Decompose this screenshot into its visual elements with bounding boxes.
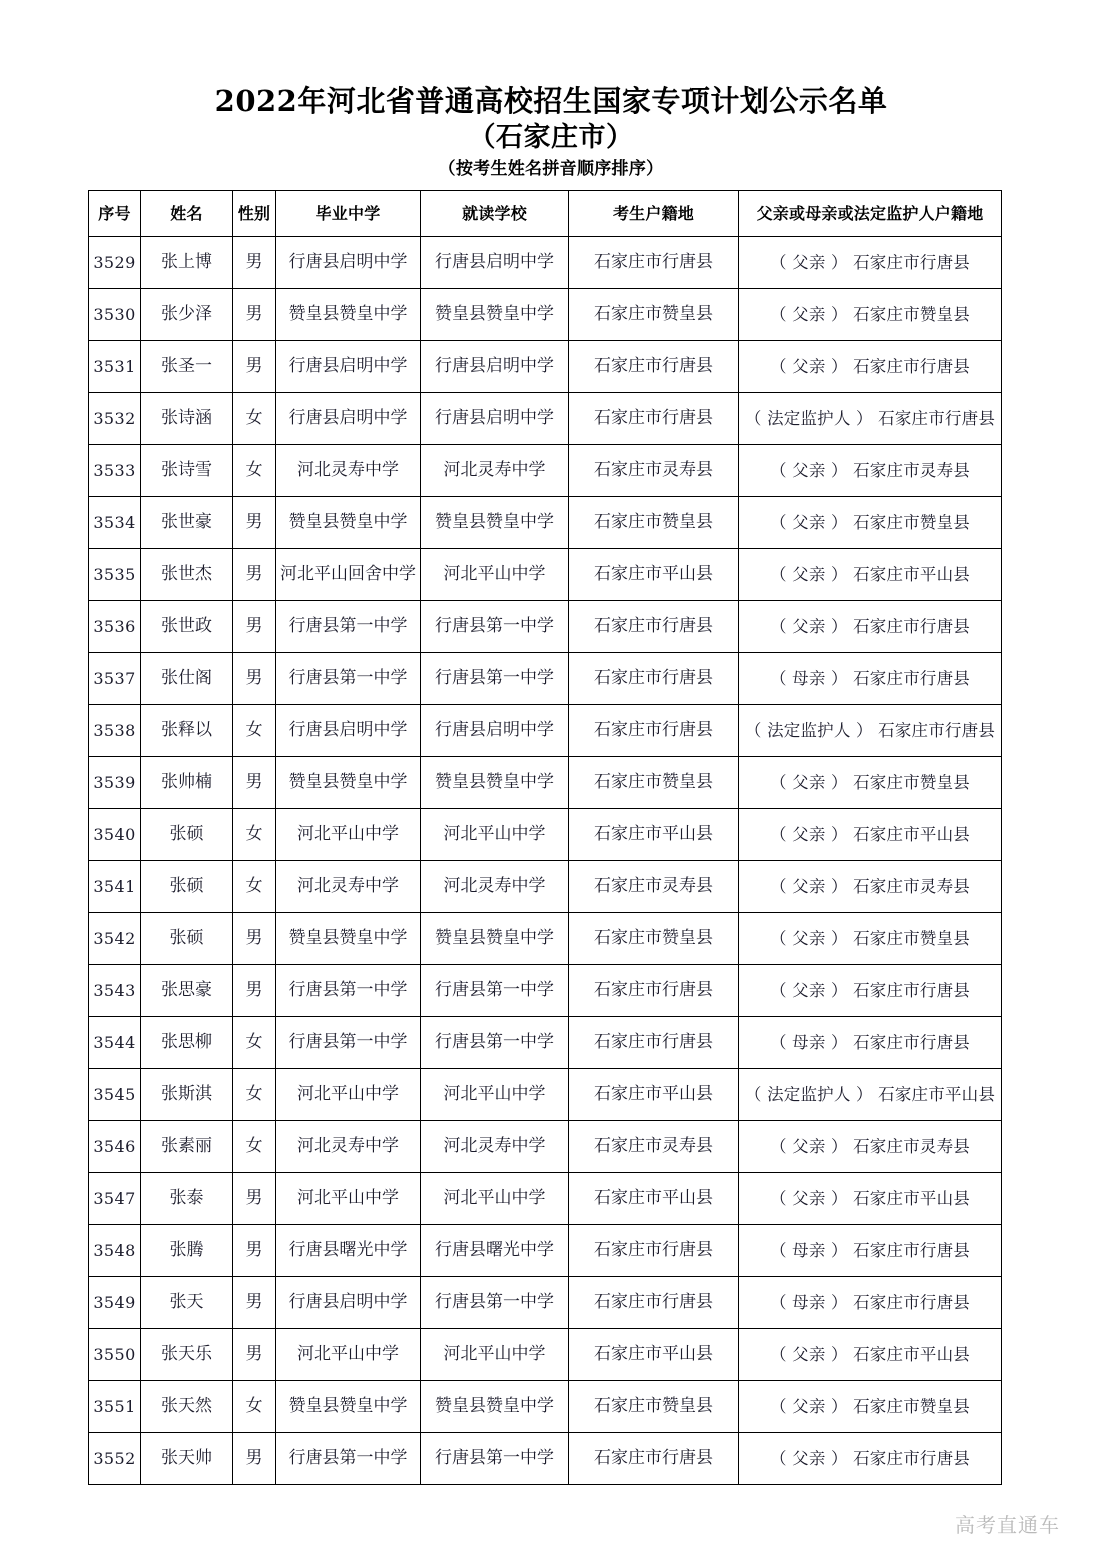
cell-candidate-domicile: 石家庄市灵寿县 [569, 445, 739, 497]
cell-guardian-domicile: （ 父亲 ） 石家庄市行唐县 [739, 341, 1002, 393]
cell-seq: 3546 [89, 1121, 141, 1173]
cell-guardian-domicile: （ 父亲 ） 石家庄市行唐县 [739, 601, 1002, 653]
page-title: 2022年河北省普通高校招生国家专项计划公示名单 [214, 84, 888, 118]
cell-attending-school: 行唐县启明中学 [421, 237, 569, 289]
cell-graduated-school: 赞皇县赞皇中学 [276, 1381, 421, 1433]
cell-graduated-school: 行唐县启明中学 [276, 705, 421, 757]
cell-guardian-domicile: （ 父亲 ） 石家庄市赞皇县 [739, 497, 1002, 549]
cell-guardian-domicile: （ 父亲 ） 石家庄市赞皇县 [739, 913, 1002, 965]
page-subtitle: （按考生姓名拼音顺序排序） [438, 159, 664, 179]
cell-gender: 男 [233, 965, 276, 1017]
cell-attending-school: 河北灵寿中学 [421, 861, 569, 913]
cell-graduated-school: 河北平山中学 [276, 1069, 421, 1121]
cell-guardian-domicile: （ 父亲 ） 石家庄市灵寿县 [739, 861, 1002, 913]
cell-attending-school: 河北平山中学 [421, 1069, 569, 1121]
table-row [89, 497, 1002, 549]
cell-candidate-domicile: 石家庄市平山县 [569, 1329, 739, 1381]
cell-candidate-domicile: 石家庄市行唐县 [569, 393, 739, 445]
cell-candidate-domicile: 石家庄市行唐县 [569, 237, 739, 289]
cell-gender: 女 [233, 1069, 276, 1121]
cell-seq: 3544 [89, 1017, 141, 1069]
cell-gender: 男 [233, 1277, 276, 1329]
cell-attending-school: 赞皇县赞皇中学 [421, 913, 569, 965]
cell-attending-school: 赞皇县赞皇中学 [421, 1381, 569, 1433]
cell-guardian-domicile: （ 母亲 ） 石家庄市行唐县 [739, 653, 1002, 705]
table-row [89, 809, 1002, 861]
cell-seq: 3542 [89, 913, 141, 965]
cell-graduated-school: 行唐县第一中学 [276, 653, 421, 705]
cell-name: 张思柳 [141, 1017, 233, 1069]
cell-seq: 3551 [89, 1381, 141, 1433]
cell-candidate-domicile: 石家庄市灵寿县 [569, 861, 739, 913]
cell-name: 张天乐 [141, 1329, 233, 1381]
cell-gender: 男 [233, 497, 276, 549]
cell-guardian-domicile: （ 父亲 ） 石家庄市赞皇县 [739, 757, 1002, 809]
cell-candidate-domicile: 石家庄市灵寿县 [569, 1121, 739, 1173]
cell-gender: 男 [233, 237, 276, 289]
table-row [89, 1017, 1002, 1069]
cell-gender: 男 [233, 341, 276, 393]
cell-name: 张天然 [141, 1381, 233, 1433]
table-row [89, 1433, 1002, 1485]
cell-graduated-school: 行唐县第一中学 [276, 1017, 421, 1069]
cell-name: 张仕阁 [141, 653, 233, 705]
cell-seq: 3545 [89, 1069, 141, 1121]
cell-candidate-domicile: 石家庄市赞皇县 [569, 913, 739, 965]
cell-attending-school: 行唐县第一中学 [421, 1277, 569, 1329]
cell-guardian-domicile: （ 父亲 ） 石家庄市灵寿县 [739, 1121, 1002, 1173]
title-block [0, 82, 1102, 182]
cell-graduated-school: 河北平山中学 [276, 1329, 421, 1381]
table-row [89, 653, 1002, 705]
cell-gender: 女 [233, 1121, 276, 1173]
cell-attending-school: 赞皇县赞皇中学 [421, 757, 569, 809]
cell-candidate-domicile: 石家庄市平山县 [569, 1173, 739, 1225]
cell-gender: 男 [233, 289, 276, 341]
cell-graduated-school: 赞皇县赞皇中学 [276, 497, 421, 549]
cell-attending-school: 赞皇县赞皇中学 [421, 497, 569, 549]
cell-seq: 3536 [89, 601, 141, 653]
cell-name: 张泰 [141, 1173, 233, 1225]
cell-seq: 3540 [89, 809, 141, 861]
cell-guardian-domicile: （ 法定监护人 ） 石家庄市行唐县 [739, 393, 1002, 445]
table-header-row [89, 191, 1002, 237]
cell-name: 张上博 [141, 237, 233, 289]
table-row [89, 289, 1002, 341]
cell-candidate-domicile: 石家庄市赞皇县 [569, 289, 739, 341]
cell-guardian-domicile: （ 父亲 ） 石家庄市灵寿县 [739, 445, 1002, 497]
column-header-candidate-domicile: 考生户籍地 [569, 191, 739, 237]
cell-gender: 男 [233, 757, 276, 809]
cell-attending-school: 行唐县启明中学 [421, 705, 569, 757]
cell-seq: 3539 [89, 757, 141, 809]
cell-graduated-school: 河北平山中学 [276, 809, 421, 861]
cell-attending-school: 赞皇县赞皇中学 [421, 289, 569, 341]
cell-name: 张天 [141, 1277, 233, 1329]
table-row [89, 861, 1002, 913]
watermark: 高考直通车 [955, 1513, 1060, 1537]
cell-candidate-domicile: 石家庄市行唐县 [569, 341, 739, 393]
cell-gender: 女 [233, 705, 276, 757]
cell-name: 张硕 [141, 913, 233, 965]
table-row [89, 393, 1002, 445]
cell-graduated-school: 行唐县启明中学 [276, 1277, 421, 1329]
cell-name: 张天帅 [141, 1433, 233, 1485]
cell-graduated-school: 赞皇县赞皇中学 [276, 289, 421, 341]
cell-name: 张世政 [141, 601, 233, 653]
cell-attending-school: 河北平山中学 [421, 549, 569, 601]
cell-candidate-domicile: 石家庄市行唐县 [569, 1277, 739, 1329]
cell-name: 张硕 [141, 809, 233, 861]
column-header-graduated-school: 毕业中学 [276, 191, 421, 237]
table-row [89, 1277, 1002, 1329]
cell-candidate-domicile: 石家庄市平山县 [569, 809, 739, 861]
cell-guardian-domicile: （ 父亲 ） 石家庄市行唐县 [739, 1433, 1002, 1485]
cell-seq: 3535 [89, 549, 141, 601]
column-header-gender: 性别 [233, 191, 276, 237]
cell-seq: 3531 [89, 341, 141, 393]
cell-gender: 男 [233, 1433, 276, 1485]
table-row [89, 601, 1002, 653]
cell-gender: 男 [233, 913, 276, 965]
table-row [89, 237, 1002, 289]
cell-seq: 3529 [89, 237, 141, 289]
table-row [89, 1225, 1002, 1277]
cell-gender: 女 [233, 445, 276, 497]
page-title-city: （石家庄市） [468, 122, 634, 153]
cell-name: 张素丽 [141, 1121, 233, 1173]
cell-graduated-school: 河北灵寿中学 [276, 1121, 421, 1173]
cell-guardian-domicile: （ 父亲 ） 石家庄市赞皇县 [739, 289, 1002, 341]
cell-attending-school: 河北灵寿中学 [421, 1121, 569, 1173]
cell-seq: 3541 [89, 861, 141, 913]
cell-attending-school: 行唐县第一中学 [421, 965, 569, 1017]
cell-guardian-domicile: （ 法定监护人 ） 石家庄市行唐县 [739, 705, 1002, 757]
cell-attending-school: 河北平山中学 [421, 809, 569, 861]
table-row [89, 549, 1002, 601]
cell-gender: 男 [233, 1329, 276, 1381]
cell-name: 张斯淇 [141, 1069, 233, 1121]
table-row [89, 445, 1002, 497]
cell-name: 张少泽 [141, 289, 233, 341]
cell-guardian-domicile: （ 父亲 ） 石家庄市平山县 [739, 549, 1002, 601]
cell-seq: 3547 [89, 1173, 141, 1225]
cell-candidate-domicile: 石家庄市行唐县 [569, 1433, 739, 1485]
cell-gender: 男 [233, 1173, 276, 1225]
cell-candidate-domicile: 石家庄市行唐县 [569, 1017, 739, 1069]
cell-graduated-school: 赞皇县赞皇中学 [276, 913, 421, 965]
cell-guardian-domicile: （ 父亲 ） 石家庄市行唐县 [739, 965, 1002, 1017]
cell-gender: 女 [233, 393, 276, 445]
cell-attending-school: 行唐县第一中学 [421, 601, 569, 653]
cell-gender: 女 [233, 861, 276, 913]
table-row [89, 913, 1002, 965]
cell-seq: 3537 [89, 653, 141, 705]
cell-graduated-school: 行唐县启明中学 [276, 341, 421, 393]
cell-attending-school: 行唐县第一中学 [421, 1017, 569, 1069]
cell-graduated-school: 河北灵寿中学 [276, 445, 421, 497]
cell-name: 张思豪 [141, 965, 233, 1017]
column-header-name: 姓名 [141, 191, 233, 237]
cell-seq: 3552 [89, 1433, 141, 1485]
table-row [89, 341, 1002, 393]
cell-candidate-domicile: 石家庄市平山县 [569, 549, 739, 601]
cell-guardian-domicile: （ 父亲 ） 石家庄市行唐县 [739, 237, 1002, 289]
table-row [89, 1329, 1002, 1381]
cell-gender: 男 [233, 653, 276, 705]
table-row [89, 1121, 1002, 1173]
column-header-seq: 序号 [89, 191, 141, 237]
cell-attending-school: 河北平山中学 [421, 1329, 569, 1381]
cell-graduated-school: 河北平山中学 [276, 1173, 421, 1225]
cell-seq: 3538 [89, 705, 141, 757]
cell-attending-school: 行唐县启明中学 [421, 393, 569, 445]
table-row [89, 1069, 1002, 1121]
cell-name: 张圣一 [141, 341, 233, 393]
cell-seq: 3533 [89, 445, 141, 497]
cell-candidate-domicile: 石家庄市行唐县 [569, 1225, 739, 1277]
cell-guardian-domicile: （ 父亲 ） 石家庄市平山县 [739, 1173, 1002, 1225]
table-row [89, 965, 1002, 1017]
cell-name: 张世杰 [141, 549, 233, 601]
cell-graduated-school: 行唐县第一中学 [276, 965, 421, 1017]
cell-name: 张帅楠 [141, 757, 233, 809]
cell-graduated-school: 行唐县第一中学 [276, 601, 421, 653]
cell-guardian-domicile: （ 母亲 ） 石家庄市行唐县 [739, 1017, 1002, 1069]
cell-seq: 3543 [89, 965, 141, 1017]
cell-candidate-domicile: 石家庄市赞皇县 [569, 757, 739, 809]
cell-seq: 3534 [89, 497, 141, 549]
table-header [89, 191, 1002, 237]
cell-seq: 3549 [89, 1277, 141, 1329]
column-header-guardian-domicile: 父亲或母亲或法定监护人户籍地 [739, 191, 1002, 237]
roster-table [88, 190, 1002, 1485]
table-row [89, 757, 1002, 809]
table-row [89, 1381, 1002, 1433]
cell-graduated-school: 赞皇县赞皇中学 [276, 757, 421, 809]
cell-attending-school: 河北灵寿中学 [421, 445, 569, 497]
cell-graduated-school: 行唐县启明中学 [276, 393, 421, 445]
cell-candidate-domicile: 石家庄市行唐县 [569, 705, 739, 757]
column-header-attending-school: 就读学校 [421, 191, 569, 237]
cell-graduated-school: 行唐县第一中学 [276, 1433, 421, 1485]
cell-candidate-domicile: 石家庄市赞皇县 [569, 497, 739, 549]
cell-gender: 男 [233, 601, 276, 653]
cell-candidate-domicile: 石家庄市赞皇县 [569, 1381, 739, 1433]
cell-graduated-school: 行唐县曙光中学 [276, 1225, 421, 1277]
roster-table-wrapper [88, 190, 1001, 1485]
cell-candidate-domicile: 石家庄市行唐县 [569, 601, 739, 653]
cell-seq: 3548 [89, 1225, 141, 1277]
cell-guardian-domicile: （ 父亲 ） 石家庄市平山县 [739, 1329, 1002, 1381]
cell-seq: 3532 [89, 393, 141, 445]
cell-candidate-domicile: 石家庄市行唐县 [569, 965, 739, 1017]
cell-name: 张硕 [141, 861, 233, 913]
cell-attending-school: 行唐县曙光中学 [421, 1225, 569, 1277]
cell-attending-school: 行唐县第一中学 [421, 1433, 569, 1485]
cell-guardian-domicile: （ 父亲 ） 石家庄市赞皇县 [739, 1381, 1002, 1433]
table-body [89, 237, 1002, 1485]
cell-guardian-domicile: （ 法定监护人 ） 石家庄市平山县 [739, 1069, 1002, 1121]
cell-gender: 女 [233, 1381, 276, 1433]
cell-gender: 男 [233, 549, 276, 601]
cell-guardian-domicile: （ 母亲 ） 石家庄市行唐县 [739, 1277, 1002, 1329]
cell-seq: 3530 [89, 289, 141, 341]
cell-graduated-school: 行唐县启明中学 [276, 237, 421, 289]
cell-name: 张世豪 [141, 497, 233, 549]
cell-name: 张腾 [141, 1225, 233, 1277]
cell-guardian-domicile: （ 父亲 ） 石家庄市平山县 [739, 809, 1002, 861]
cell-candidate-domicile: 石家庄市平山县 [569, 1069, 739, 1121]
cell-seq: 3550 [89, 1329, 141, 1381]
cell-gender: 男 [233, 1225, 276, 1277]
cell-graduated-school: 河北平山回舍中学 [276, 549, 421, 601]
cell-attending-school: 河北平山中学 [421, 1173, 569, 1225]
cell-name: 张诗雪 [141, 445, 233, 497]
table-row [89, 705, 1002, 757]
cell-guardian-domicile: （ 母亲 ） 石家庄市行唐县 [739, 1225, 1002, 1277]
cell-gender: 女 [233, 809, 276, 861]
cell-candidate-domicile: 石家庄市行唐县 [569, 653, 739, 705]
table-row [89, 1173, 1002, 1225]
cell-name: 张诗涵 [141, 393, 233, 445]
cell-gender: 女 [233, 1017, 276, 1069]
cell-attending-school: 行唐县第一中学 [421, 653, 569, 705]
cell-attending-school: 行唐县启明中学 [421, 341, 569, 393]
cell-name: 张释以 [141, 705, 233, 757]
cell-graduated-school: 河北灵寿中学 [276, 861, 421, 913]
